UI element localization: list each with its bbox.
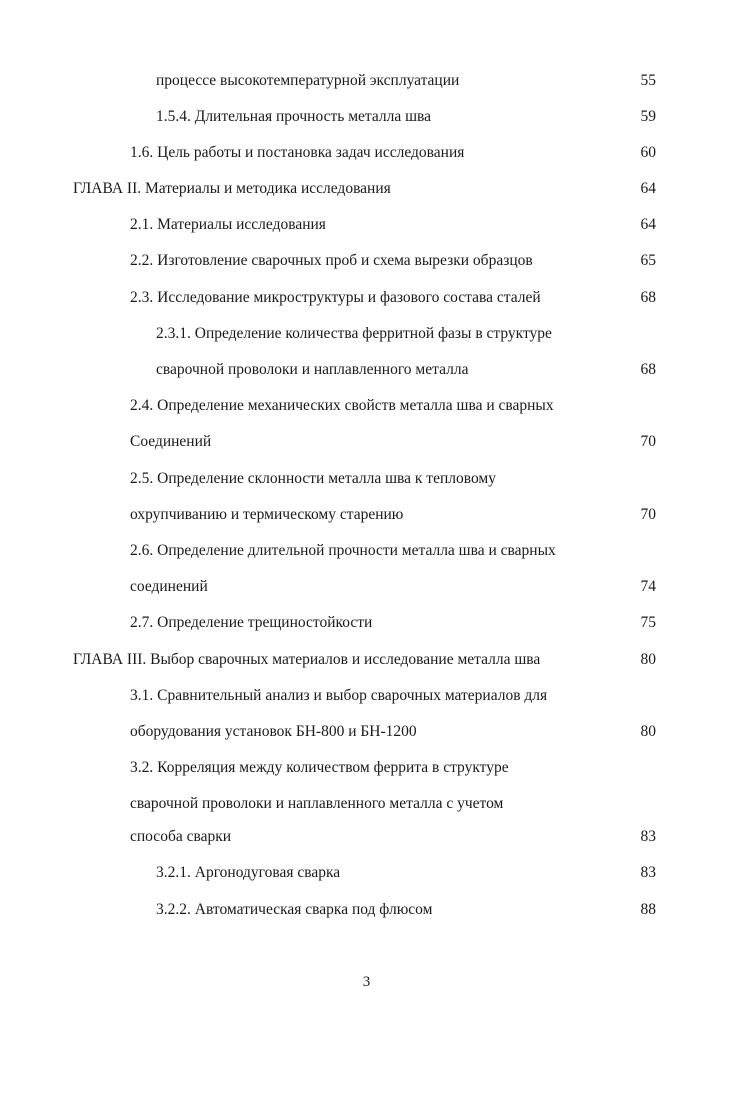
toc-entry-page: 88 bbox=[640, 901, 656, 918]
toc-entry-text: 2.5. Определение склонности металла шва к тепловому bbox=[130, 470, 496, 487]
toc-entry-text: 2.7. Определение трещиностойкости bbox=[130, 614, 373, 631]
toc-entry-page: 80 bbox=[640, 723, 656, 740]
toc-entry-text: 3.2. Корреляция между количеством феррита в структуре bbox=[130, 759, 509, 776]
toc-entry-page: 64 bbox=[640, 216, 656, 233]
toc-entry-text: способа сварки bbox=[130, 828, 232, 845]
toc-entry-page: 60 bbox=[640, 144, 656, 161]
toc-entry-page: 68 bbox=[640, 289, 656, 306]
toc-entry-text: 2.3. Исследование микроструктуры и фазового состава сталей bbox=[130, 289, 541, 306]
toc-entry-text: охрупчиванию и термическому старению bbox=[130, 506, 404, 523]
toc-entry-text: процессе высокотемпературной эксплуатации bbox=[156, 72, 460, 89]
toc-entry-page: 68 bbox=[640, 361, 656, 378]
toc-chapter-title: ГЛАВА III. Выбор сварочных материалов и исследование металла шва bbox=[73, 651, 541, 668]
toc-entry-text: 2.1. Материалы исследования bbox=[130, 216, 326, 233]
toc-entry-page: 75 bbox=[640, 614, 656, 631]
toc-entry-text: 3.2.1. Аргонодуговая сварка bbox=[156, 864, 341, 881]
toc-chapter-title: ГЛАВА II. Материалы и методика исследования bbox=[73, 180, 391, 197]
toc-entry-page: 64 bbox=[640, 180, 656, 197]
toc-entry-page: 70 bbox=[640, 433, 656, 450]
toc-entry-text: 3.1. Сравнительный анализ и выбор сварочных материалов для bbox=[130, 687, 548, 704]
toc-entry-text: 3.2.2. Автоматическая сварка под флюсом bbox=[156, 901, 433, 918]
toc-entry-text: 2.4. Определение механических свойств металла шва и сварных bbox=[130, 397, 554, 414]
toc-entry-page: 55 bbox=[640, 72, 656, 89]
toc-entry-text: 1.5.4. Длительная прочность металла шва bbox=[156, 108, 432, 125]
toc-entry-text: соединений bbox=[130, 578, 208, 595]
toc-entry-text: оборудования установок БН-800 и БН-1200 bbox=[130, 723, 417, 740]
toc-entry-text: 2.3.1. Определение количества ферритной фазы в структуре bbox=[156, 325, 552, 342]
toc-entry-text: 2.6. Определение длительной прочности металла шва и сварных bbox=[130, 542, 556, 559]
toc-entry-text: 1.6. Цель работы и постановка задач исследования bbox=[130, 144, 465, 161]
toc-entry-page: 80 bbox=[640, 651, 656, 668]
toc-entry-page: 65 bbox=[640, 252, 656, 269]
toc-entry-page: 70 bbox=[640, 506, 656, 523]
toc-entry-page: 59 bbox=[640, 108, 656, 125]
toc-entry-page: 83 bbox=[640, 828, 656, 845]
toc-entry-page: 74 bbox=[640, 578, 656, 595]
toc-entry-text: сварочной проволоки и наплавленного металла с учетом bbox=[130, 795, 504, 812]
toc-entry-text: Соединений bbox=[130, 433, 212, 450]
page-number: 3 bbox=[362, 974, 371, 990]
toc-entry-text: 2.2. Изготовление сварочных проб и схема вырезки образцов bbox=[130, 252, 533, 269]
toc-entry-text: сварочной проволоки и наплавленного металла bbox=[156, 361, 469, 378]
toc-entry-page: 83 bbox=[640, 864, 656, 881]
